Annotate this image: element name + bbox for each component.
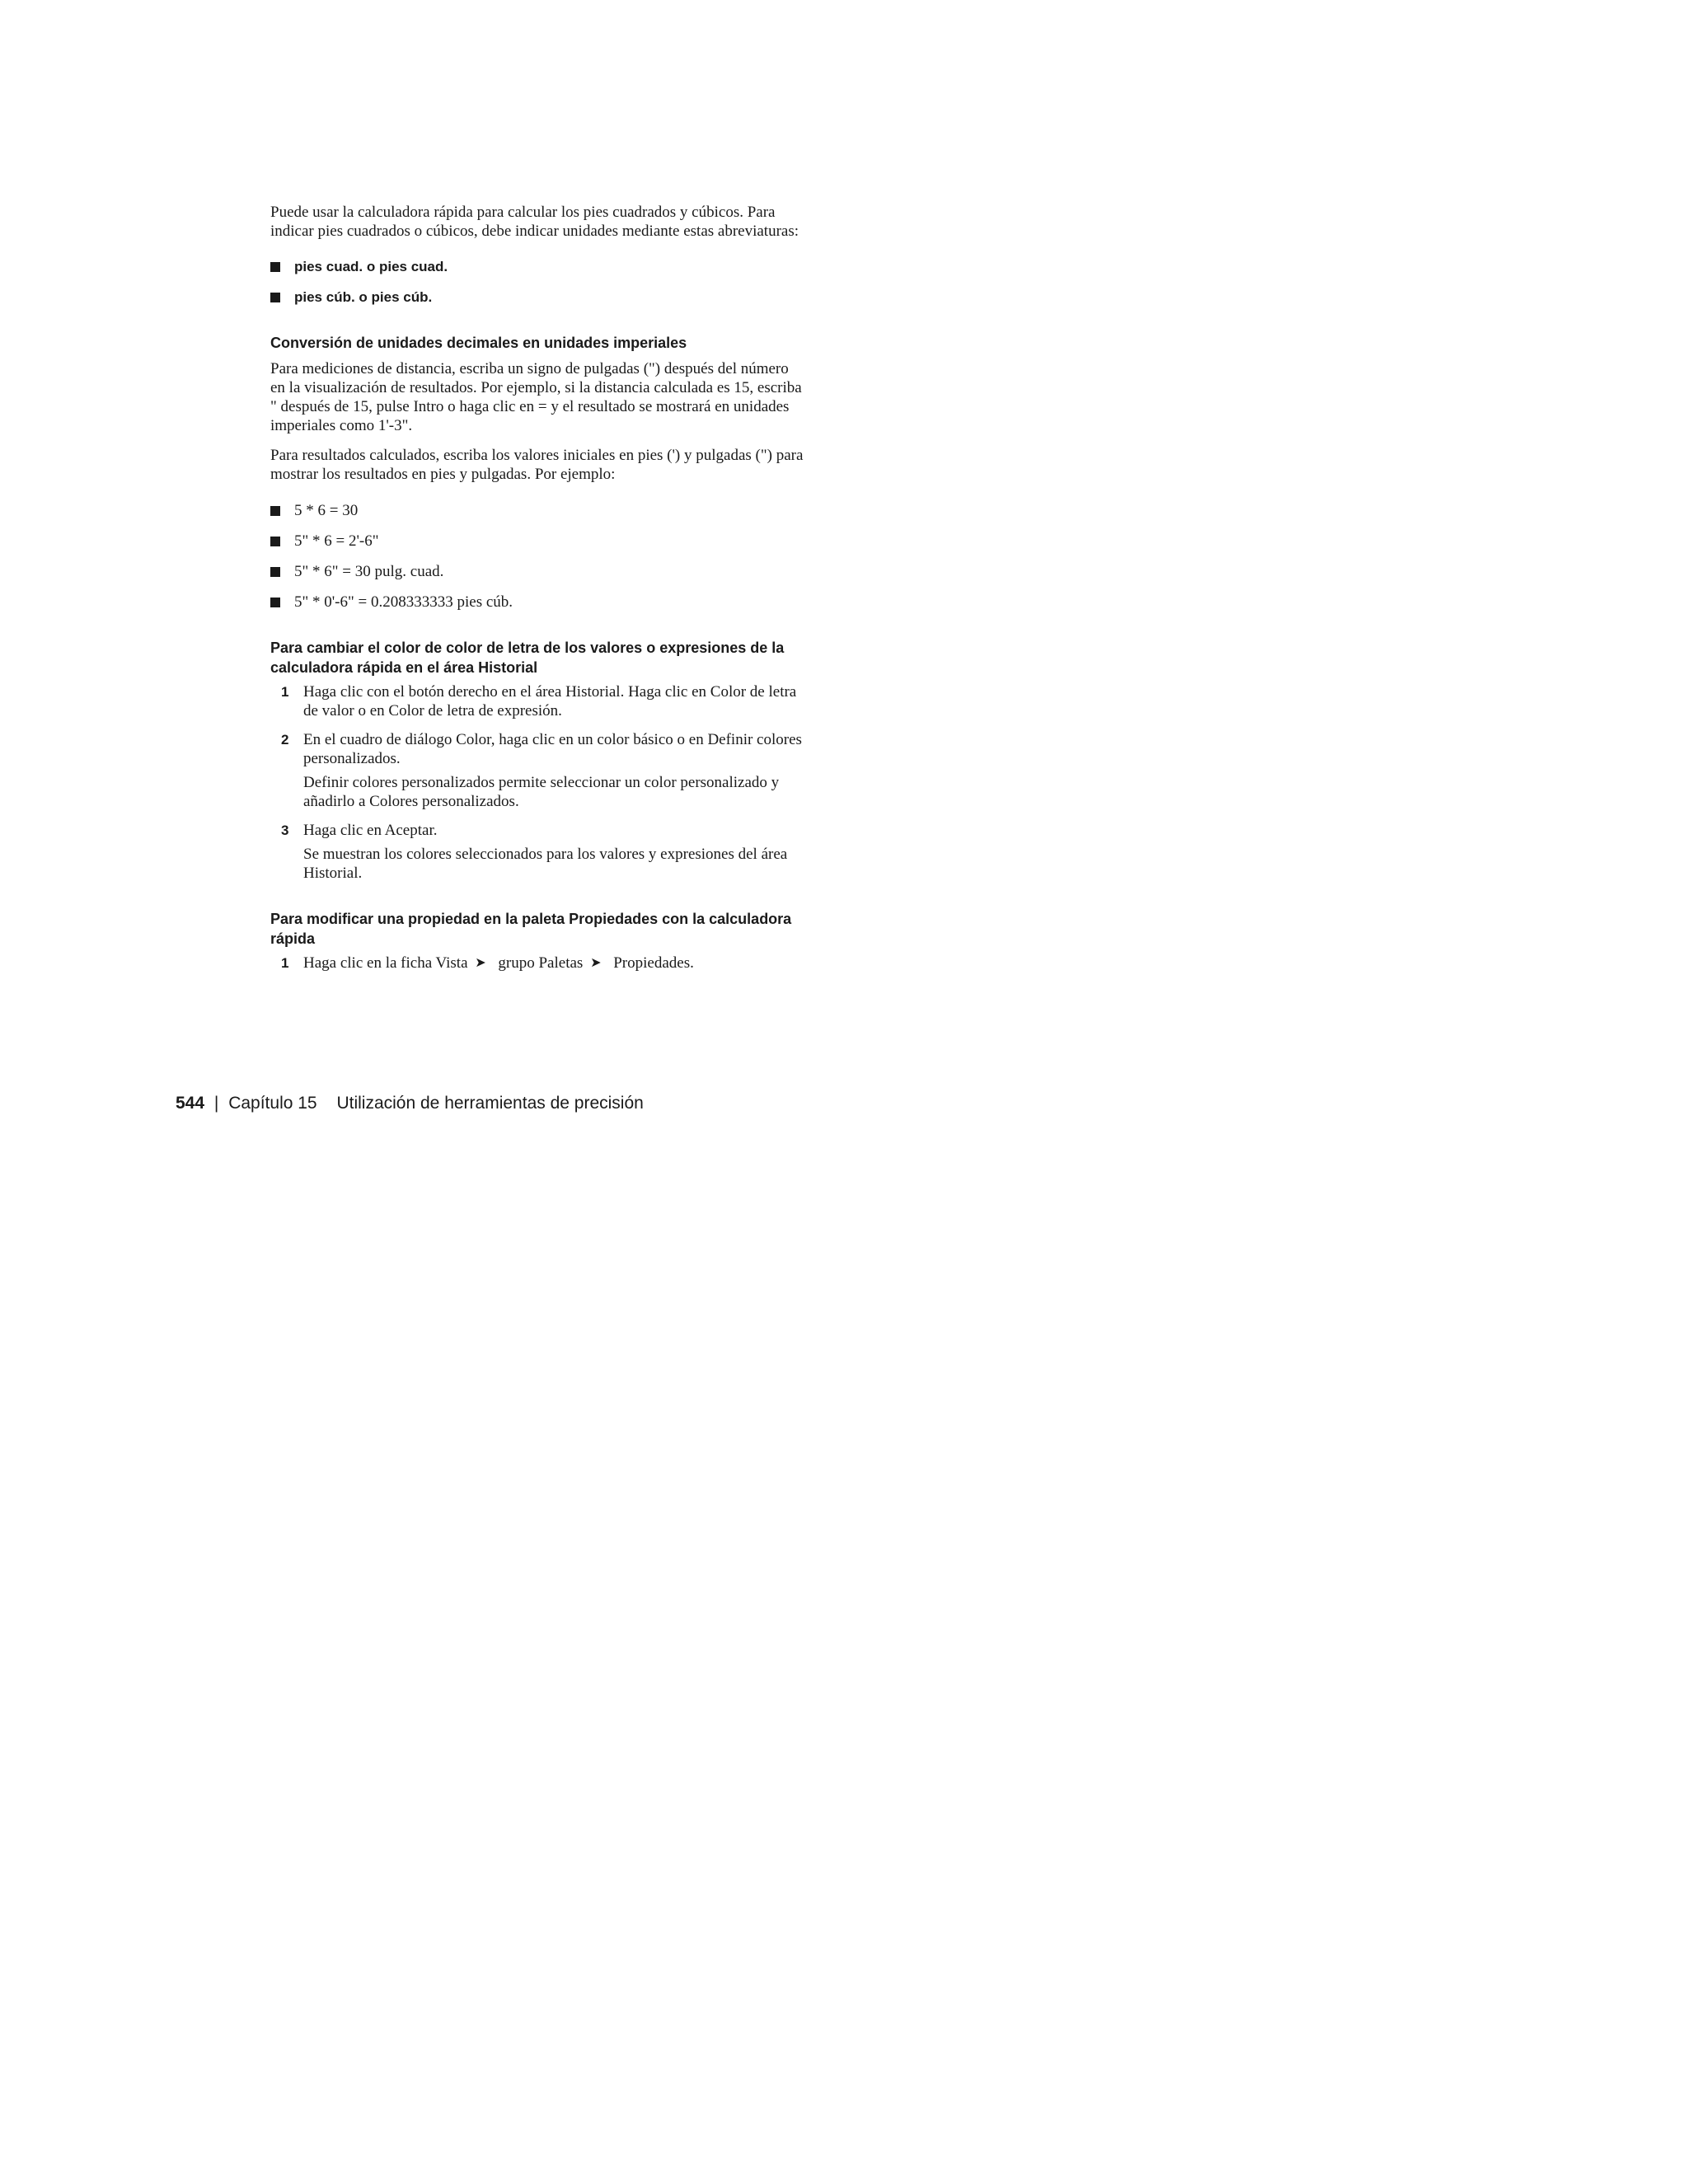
chapter-title: Utilización de herramientas de precisión <box>336 1094 644 1113</box>
step-text-part-2: grupo Paletas <box>498 954 584 972</box>
intro-paragraph: Puede usar la calculadora rápida para calcular los pies cuadrados y cúbicos. Para indicar pies cuadrados o cúbicos, debe indicar unidades mediante estas abreviaturas: <box>270 204 799 240</box>
color-steps-list <box>270 682 806 883</box>
properties-steps-list <box>270 954 806 972</box>
list-item: pies cuad. o pies cuad. <box>270 257 806 276</box>
step-text <box>303 954 806 972</box>
step-item <box>270 821 806 883</box>
arrow-right-icon: ➤ <box>475 954 486 970</box>
page-content <box>270 203 806 982</box>
list-item: 5" * 6" = 30 pulg. cuad. <box>270 562 806 581</box>
conversion-paragraph-1: Para mediciones de distancia, escriba un signo de pulgadas (") después del número en la visualización de resultados. Por ejemplo, si la distancia calculada es 15, escriba " después de 15, pulse Intro o haga clic en = y el resultado se mostrará en unidades imperiales como 1'-3". <box>270 360 802 434</box>
list-item: 5" * 0'-6" = 0.208333333 pies cúb. <box>270 593 806 612</box>
step-number: 1 <box>281 684 289 700</box>
step-number: 2 <box>281 732 289 748</box>
section-heading-conversion: Conversión de unidades decimales en unidades imperiales <box>270 335 687 351</box>
examples-list <box>270 501 806 612</box>
bullet-square-icon <box>270 537 280 546</box>
page-footer <box>176 1092 644 1115</box>
bullet-square-icon <box>270 567 280 577</box>
step-text-part-1: Haga clic en la ficha Vista <box>303 954 468 972</box>
step-number: 3 <box>281 823 289 838</box>
chapter-label: Capítulo 15 <box>228 1094 317 1113</box>
page-number: 544 <box>176 1094 205 1113</box>
arrow-right-icon: ➤ <box>590 954 602 970</box>
step-item <box>270 730 806 811</box>
intro-bullet-list <box>270 257 806 307</box>
list-item: 5" * 6 = 2'-6" <box>270 532 806 551</box>
bullet-square-icon <box>270 262 280 272</box>
step-note: Se muestran los colores seleccionados para los valores y expresiones del área Historial. <box>303 846 788 882</box>
step-note: Definir colores personalizados permite seleccionar un color personalizado y añadirlo a Colores personalizados. <box>303 774 780 810</box>
step-item <box>270 954 806 972</box>
bullet-square-icon <box>270 598 280 607</box>
bullet-square-icon <box>270 506 280 516</box>
conversion-paragraph-2: Para resultados calculados, escriba los valores iniciales en pies (') y pulgadas (") para mostrar los resultados en pies y pulgadas. Por ejemplo: <box>270 447 804 483</box>
list-item: 5 * 6 = 30 <box>270 501 806 520</box>
step-text: Haga clic en Aceptar. <box>303 822 438 839</box>
footer-separator: | <box>213 1094 219 1113</box>
section-heading-properties: Para modificar una propiedad en la paleta Propiedades con la calculadora rápida <box>270 911 792 947</box>
step-text-part-3: Propiedades. <box>613 954 694 972</box>
step-number: 1 <box>281 955 289 971</box>
step-text: En el cuadro de diálogo Color, haga clic en un color básico o en Definir colores personalizados. <box>303 731 802 767</box>
step-item <box>270 682 806 720</box>
bullet-square-icon <box>270 293 280 302</box>
step-text: Haga clic con el botón derecho en el área Historial. Haga clic en Color de letra de valor o en Color de letra de expresión. <box>303 683 797 719</box>
list-item: pies cúb. o pies cúb. <box>270 288 806 307</box>
section-heading-color: Para cambiar el color de color de letra de los valores o expresiones de la calculadora rápida en el área Historial <box>270 640 785 676</box>
